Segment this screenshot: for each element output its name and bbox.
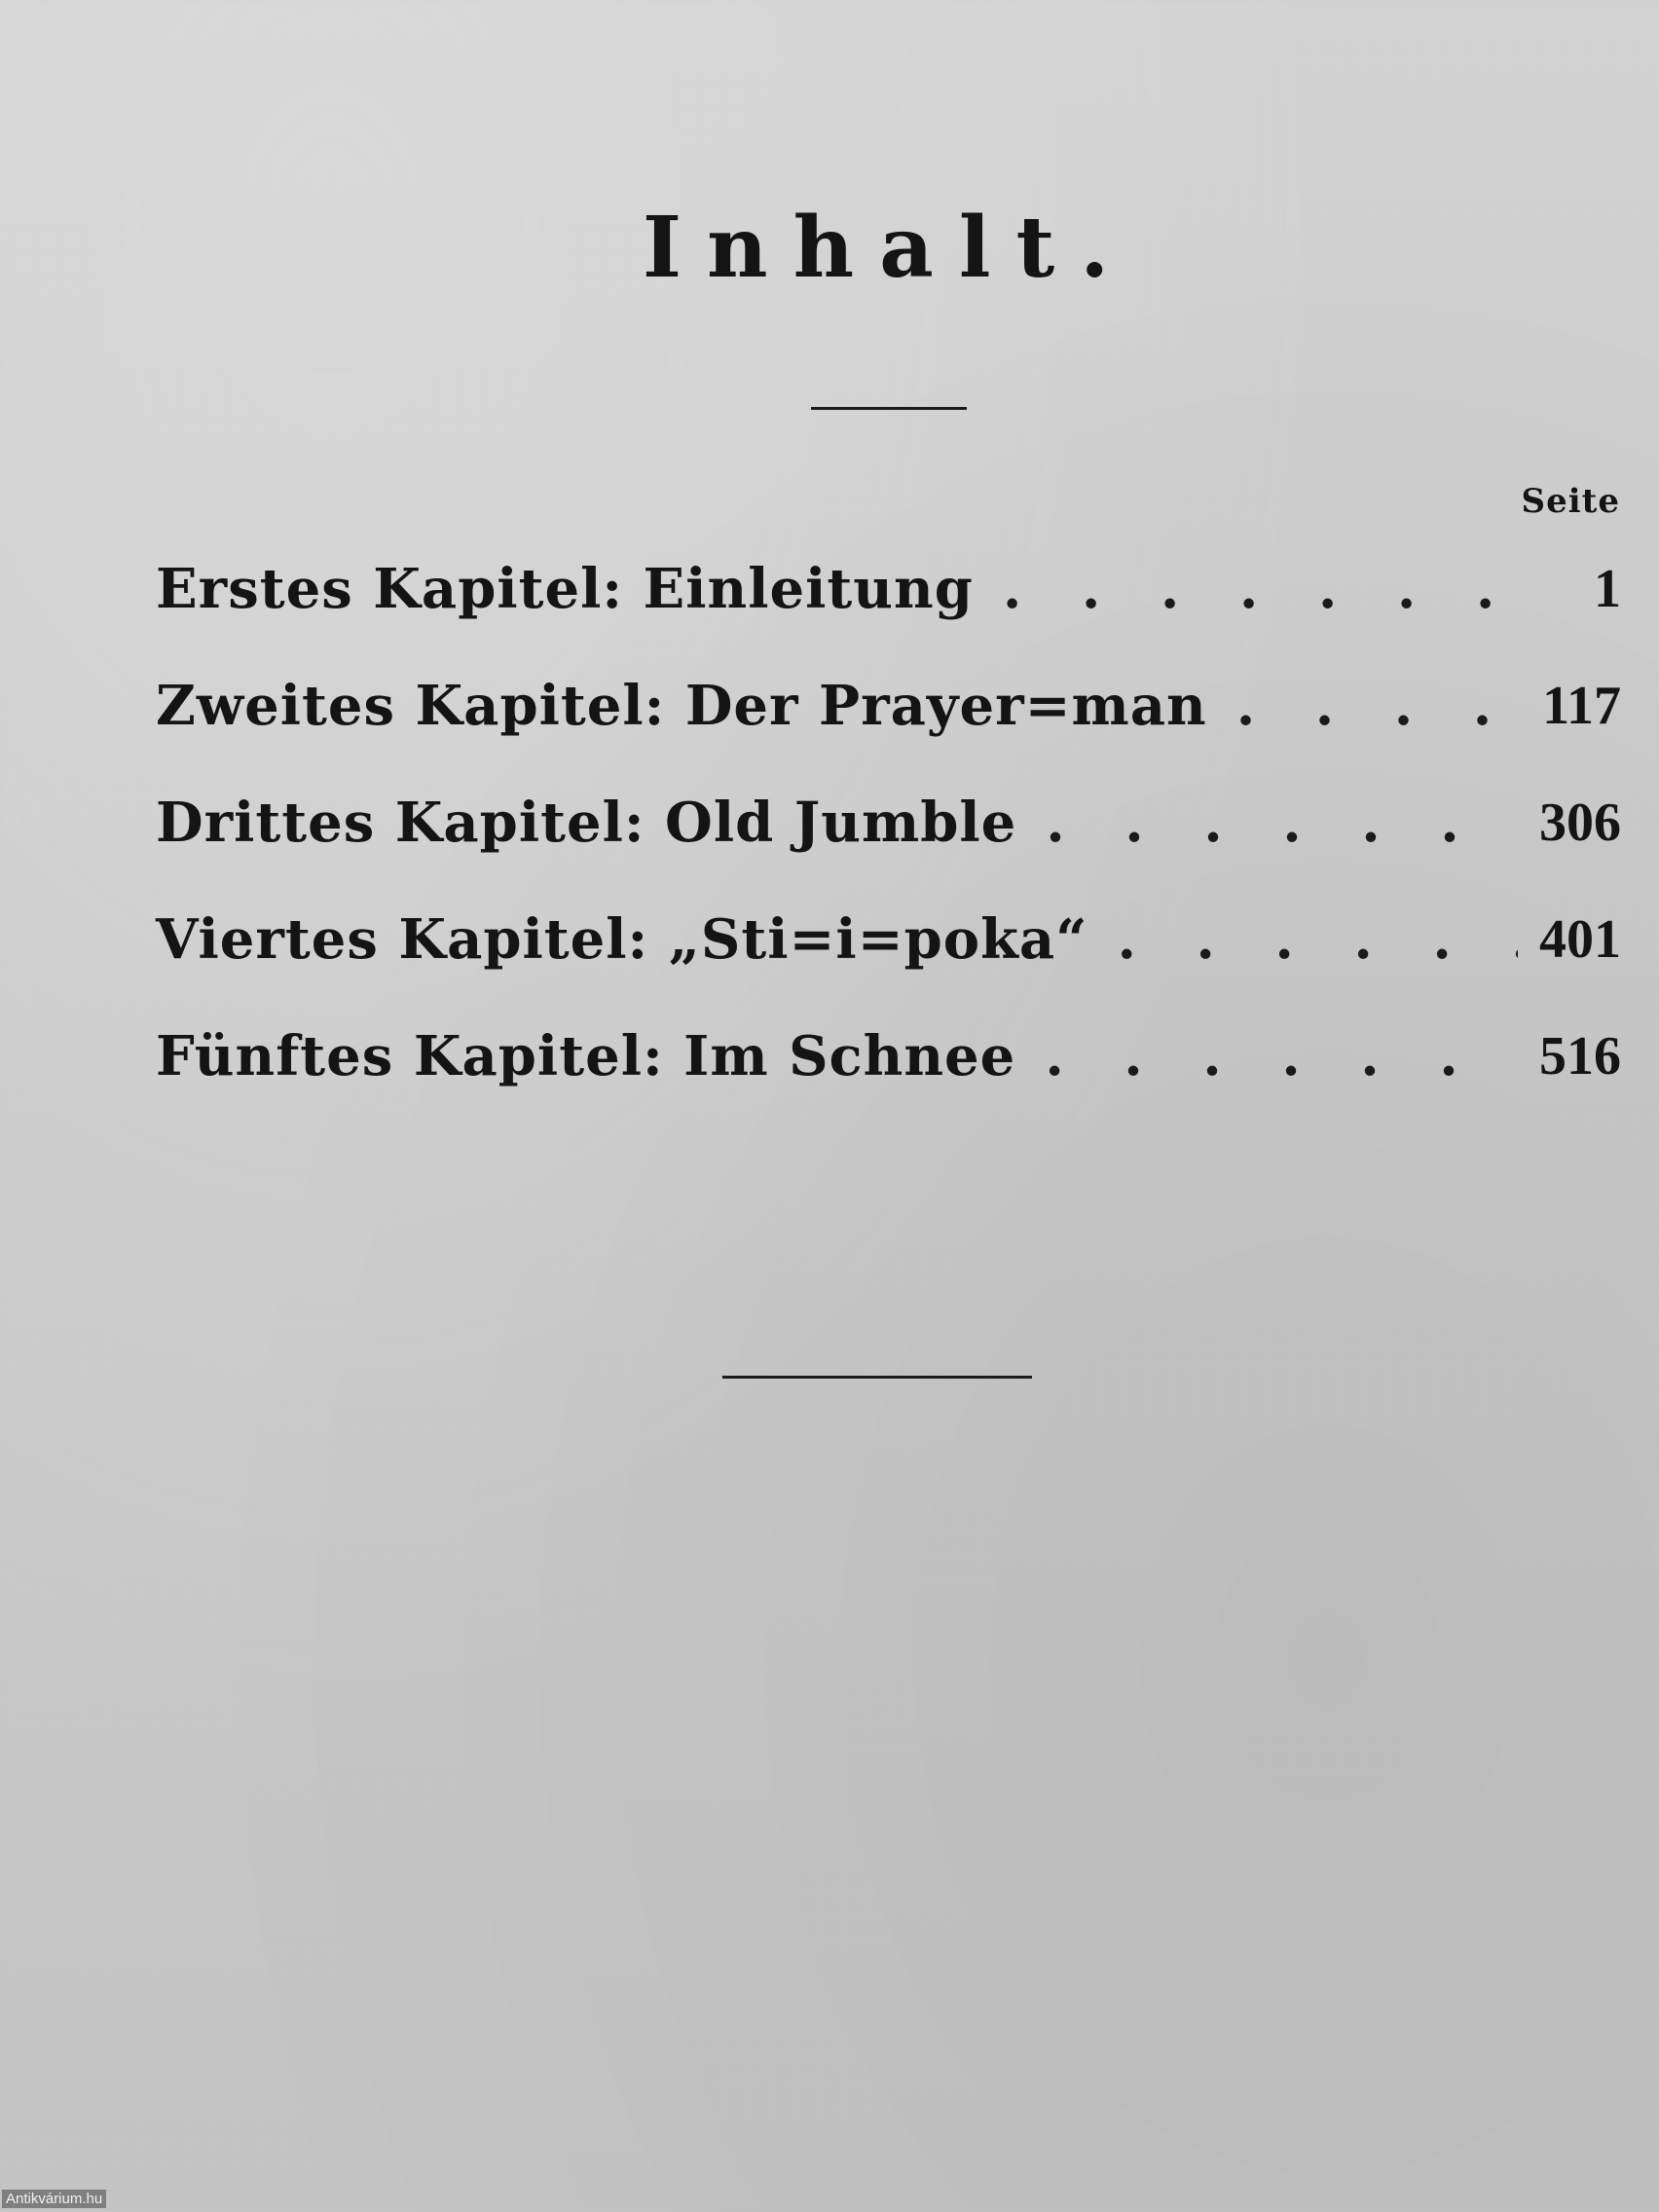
toc-entry-page: 401 (1539, 909, 1621, 970)
toc-entry-label: Erstes Kapitel: Einleitung (156, 557, 974, 621)
toc-entry-page: 117 (1542, 676, 1621, 736)
end-divider (722, 1376, 1032, 1379)
toc-entry-label: Drittes Kapitel: Old Jumble (156, 791, 1017, 855)
dot-leader (1236, 674, 1518, 738)
toc-entry (156, 764, 1621, 881)
toc-entry-page: 1 (1594, 559, 1621, 619)
page-column-header: Seite (1521, 482, 1620, 521)
table-of-contents (156, 531, 1621, 1115)
page-title: Inhalt. (642, 199, 1135, 297)
toc-entry-label: Zweites Kapitel: Der Prayer=man (156, 674, 1207, 738)
toc-entry (156, 881, 1621, 998)
toc-entry (156, 647, 1621, 764)
toc-entry (156, 531, 1621, 647)
watermark: Antikvárium.hu (2, 2190, 106, 2208)
toc-entry-page: 306 (1539, 793, 1621, 853)
dot-leader (1003, 557, 1518, 621)
dot-leader (1045, 1024, 1518, 1088)
dot-leader (1117, 907, 1518, 972)
toc-entry-label: Viertes Kapitel: „Sti=i=poka“ (156, 907, 1088, 972)
dot-leader (1046, 791, 1518, 855)
title-divider (811, 407, 967, 410)
toc-entry-label: Fünftes Kapitel: Im Schnee (156, 1024, 1016, 1088)
toc-entry (156, 998, 1621, 1115)
toc-entry-page: 516 (1539, 1026, 1621, 1087)
